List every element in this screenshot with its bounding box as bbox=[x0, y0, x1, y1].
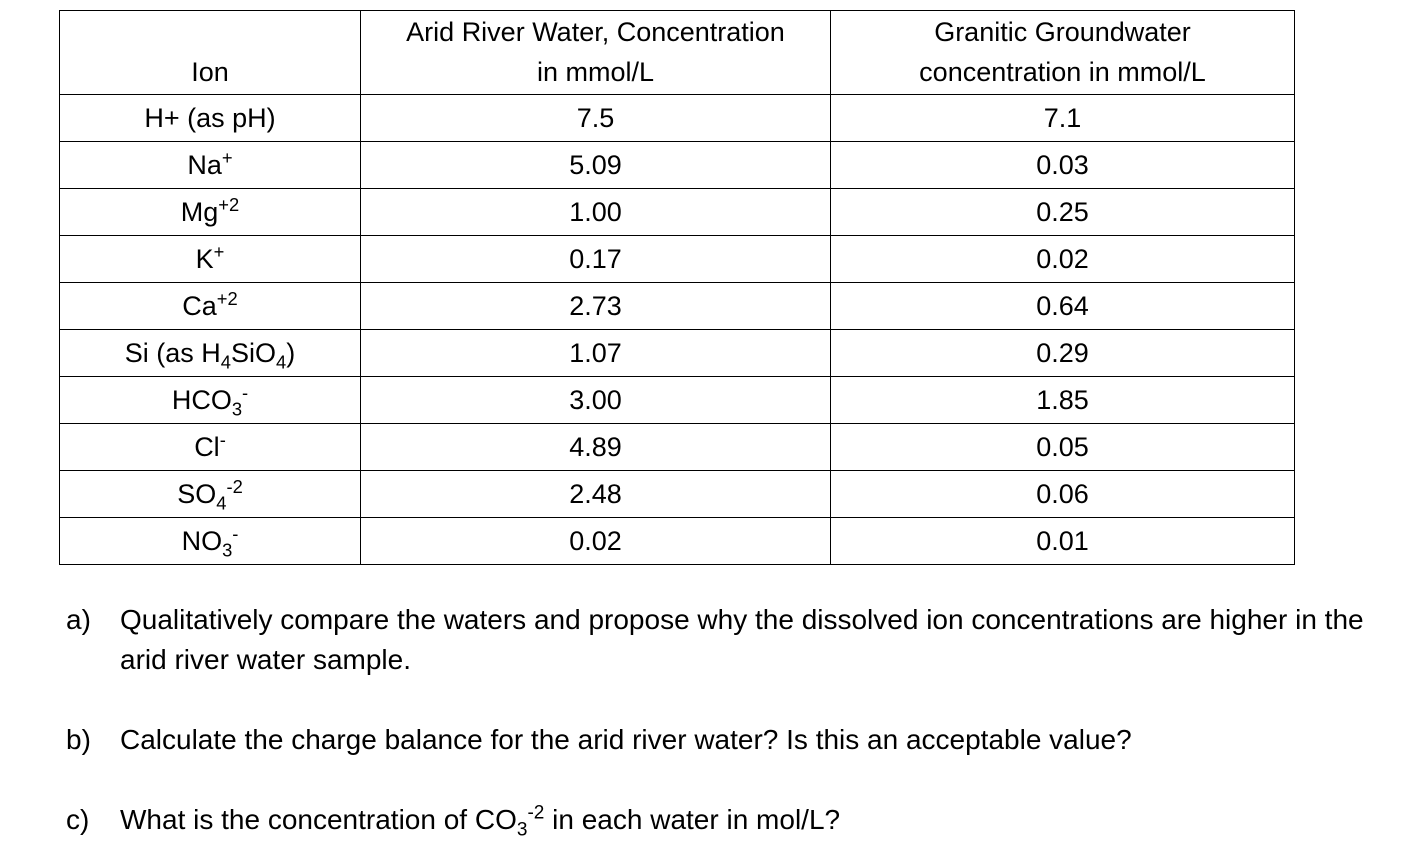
question-b-text: Calculate the charge balance for the arid river water? Is this an acceptable value? bbox=[120, 724, 1132, 755]
question-b-label: b) bbox=[66, 724, 91, 755]
question-c bbox=[66, 800, 1406, 840]
ion-cell: Na+ bbox=[60, 142, 361, 189]
question-a-text: Qualitatively compare the waters and propose why the dissolved ion concentrations are higher in the arid river water sample. bbox=[120, 604, 1364, 675]
arid-value: 2.73 bbox=[361, 283, 831, 330]
ion-cell: $Mg^{+2}$ bbox=[60, 189, 361, 236]
ion-cell: $SO_4^{-2}$ bbox=[60, 471, 361, 518]
header-granitic-groundwater: Granitic Groundwater concentration in mmol/L bbox=[831, 11, 1295, 95]
table-header-row bbox=[60, 11, 1295, 95]
arid-value: 7.5 bbox=[361, 95, 831, 142]
table-row bbox=[60, 189, 1295, 236]
header-ion: Ion bbox=[60, 11, 361, 95]
question-c-text: What is the concentration of $CO_3^{-2}$ in each water in mol/L? bbox=[120, 802, 841, 841]
question-b bbox=[66, 720, 1406, 760]
granitic-value: 0.64 bbox=[831, 283, 1295, 330]
arid-value: 1.07 bbox=[361, 330, 831, 377]
granitic-value: 0.02 bbox=[831, 236, 1295, 283]
ion-cell: Si (as $H_4SiO_4$) bbox=[60, 330, 361, 377]
arid-value: 0.17 bbox=[361, 236, 831, 283]
question-list bbox=[66, 600, 1406, 840]
table-row bbox=[60, 330, 1295, 377]
granitic-value: 0.03 bbox=[831, 142, 1295, 189]
granitic-value: 1.85 bbox=[831, 377, 1295, 424]
question-a bbox=[66, 600, 1406, 680]
table-row bbox=[60, 377, 1295, 424]
granitic-value: 0.06 bbox=[831, 471, 1295, 518]
arid-value: 4.89 bbox=[361, 424, 831, 471]
ion-cell: $Ca^{+2}$ bbox=[60, 283, 361, 330]
granitic-value: 0.29 bbox=[831, 330, 1295, 377]
table-row bbox=[60, 283, 1295, 330]
arid-value: 5.09 bbox=[361, 142, 831, 189]
table-row bbox=[60, 95, 1295, 142]
table-row bbox=[60, 142, 1295, 189]
table-row bbox=[60, 236, 1295, 283]
ion-cell: H+ (as pH) bbox=[60, 95, 361, 142]
arid-value: 3.00 bbox=[361, 377, 831, 424]
table-row bbox=[60, 471, 1295, 518]
granitic-value: 0.25 bbox=[831, 189, 1295, 236]
question-c-label: c) bbox=[66, 804, 90, 835]
ion-cell: K+ bbox=[60, 236, 361, 283]
ion-cell: $HCO_3^-$ bbox=[60, 377, 361, 424]
ion-cell: $NO_3^-$ bbox=[60, 518, 361, 565]
ion-cell: Cl- bbox=[60, 424, 361, 471]
arid-value: 2.48 bbox=[361, 471, 831, 518]
table-row bbox=[60, 518, 1295, 565]
granitic-value: 0.05 bbox=[831, 424, 1295, 471]
header-arid-river: Arid River Water, Concentration in mmol/L bbox=[361, 11, 831, 95]
arid-value: 0.02 bbox=[361, 518, 831, 565]
granitic-value: 7.1 bbox=[831, 95, 1295, 142]
arid-value: 1.00 bbox=[361, 189, 831, 236]
ion-concentration-table bbox=[59, 10, 1295, 565]
table-row bbox=[60, 424, 1295, 471]
granitic-value: 0.01 bbox=[831, 518, 1295, 565]
question-a-label: a) bbox=[66, 604, 91, 635]
